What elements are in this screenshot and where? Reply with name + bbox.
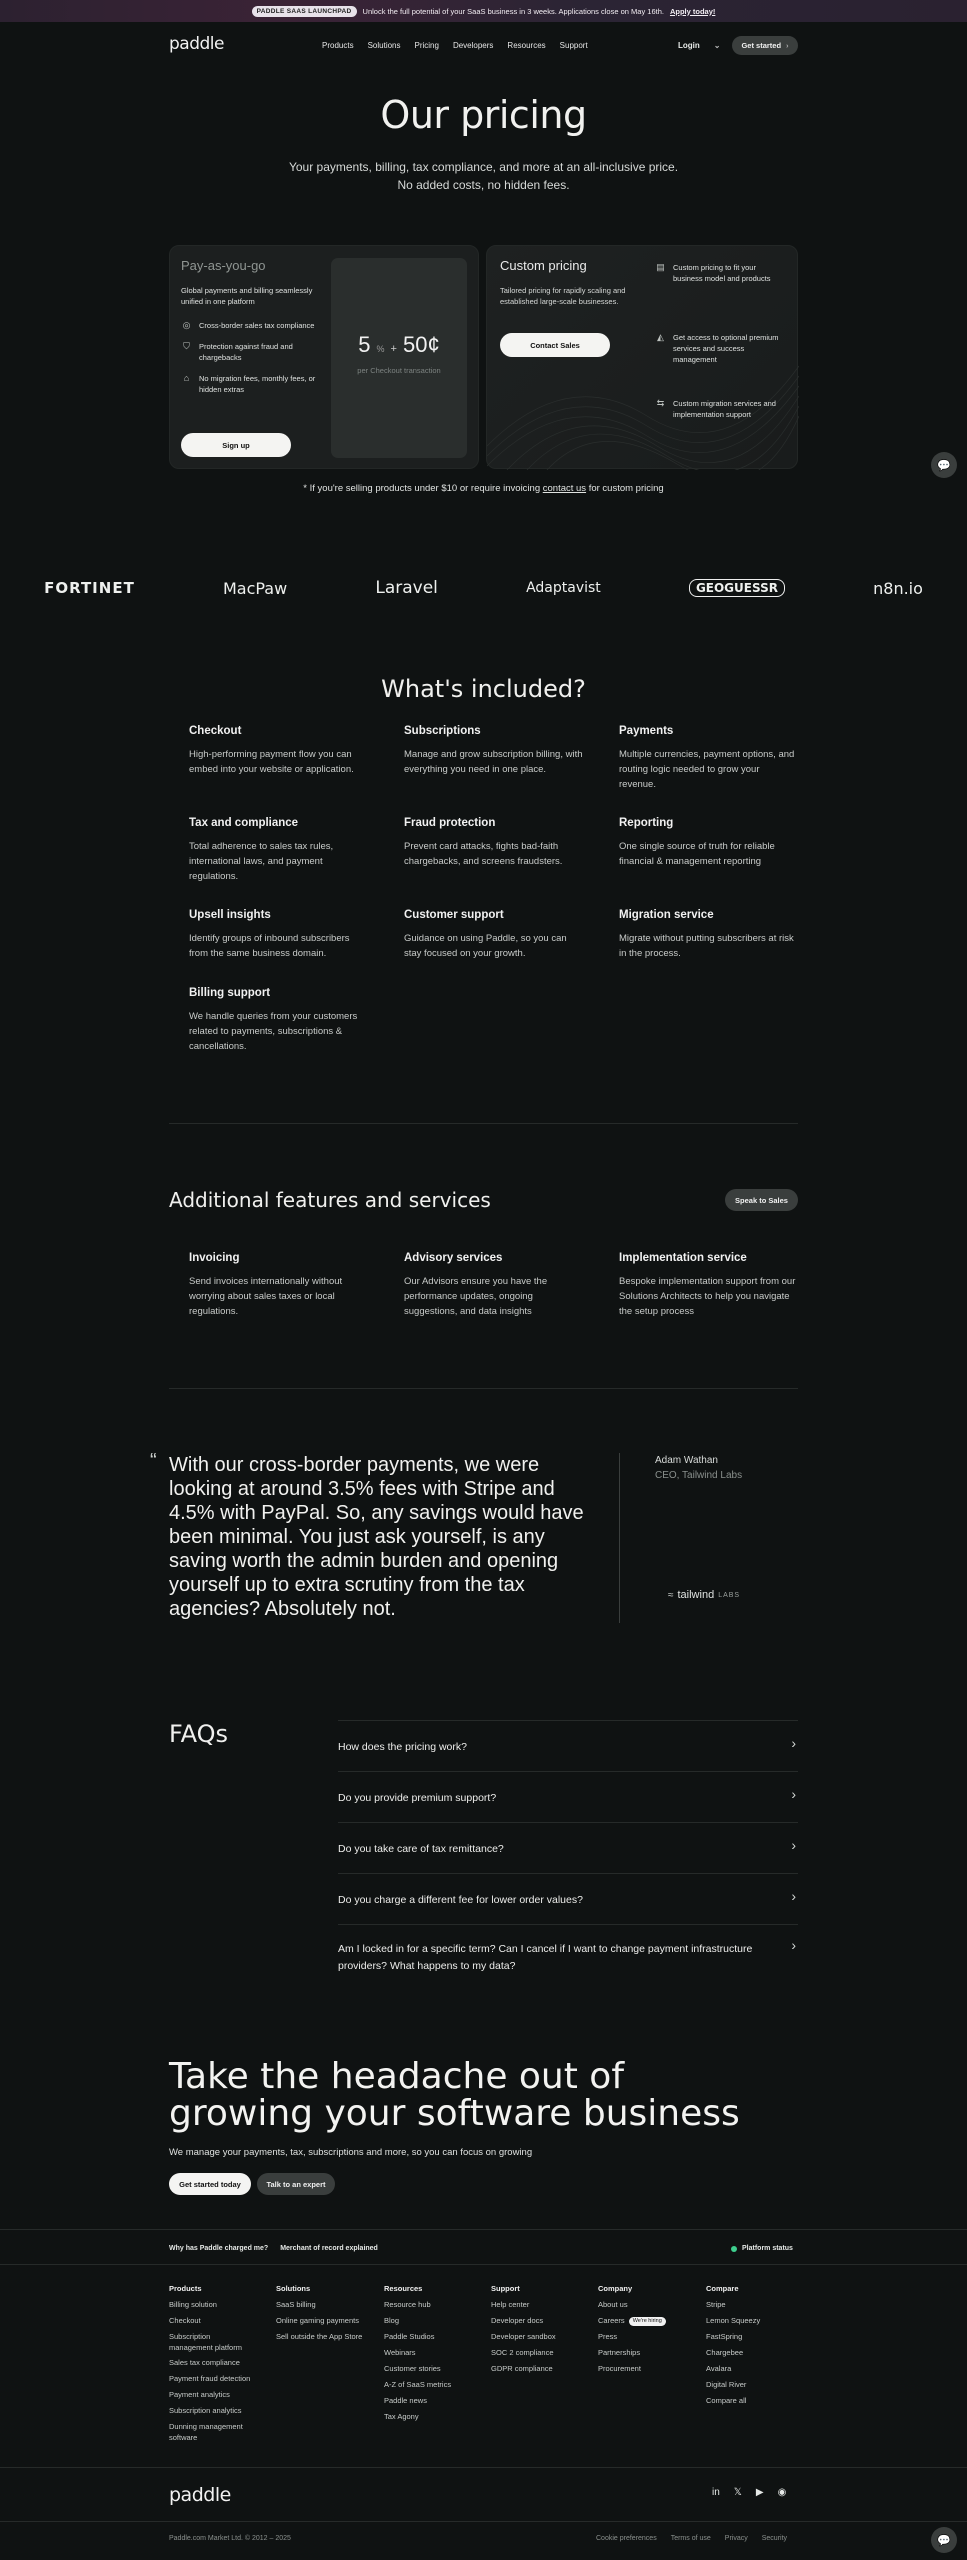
status-dot-icon [731, 2246, 737, 2252]
footer-link[interactable]: Resource hub [384, 2300, 431, 2309]
included-item: Fraud protection Prevent card attacks, fights bad-faith chargebacks, and screens fraudsters. [404, 817, 563, 867]
included-grid [189, 725, 799, 1065]
merchant-of-record-link[interactable]: Merchant of record explained [280, 2245, 378, 2252]
footer-link[interactable]: Avalara [706, 2364, 732, 2373]
footer-link[interactable]: Billing solution [169, 2300, 217, 2309]
macpaw-logo: MacPaw [222, 578, 288, 598]
chevron-right-icon: › [786, 41, 789, 50]
nav-products[interactable]: Products [322, 41, 354, 50]
tag-icon: ⌂ [183, 373, 190, 383]
footer-link[interactable]: Payment analytics [169, 2390, 230, 2399]
payg-feature: ◎ Cross-border sales tax compliance [182, 320, 315, 330]
footer-top-links [169, 2245, 378, 2252]
linkedin-icon[interactable]: in [712, 2487, 720, 2498]
footer-link[interactable]: Subscription analytics [169, 2406, 242, 2415]
youtube-icon[interactable]: ▶ [755, 2487, 764, 2498]
footer-link[interactable]: Partnerships [598, 2348, 641, 2357]
nav-solutions[interactable]: Solutions [367, 41, 401, 50]
footer-col-support: Support Help center Developer docs Developer sandbox SOC 2 compliance GDPR compliance [491, 2284, 591, 2377]
geoguessr-logo: GEOGUESSR [689, 579, 785, 597]
included-item: Checkout High-performing payment flow you can embed into your website or application. [189, 725, 354, 775]
footer-divider [0, 2229, 967, 2230]
privacy-link[interactable]: Privacy [724, 2535, 748, 2542]
speak-to-sales-button[interactable]: Speak to Sales [725, 1189, 798, 1211]
footer-link[interactable]: Payment fraud detection [169, 2374, 251, 2383]
hero-subtitle-line2: No added costs, no hidden fees. [397, 178, 570, 192]
footer-link[interactable]: Blog [384, 2316, 400, 2325]
nav-pricing[interactable]: Pricing [414, 41, 439, 50]
footer-col-solutions: Solutions SaaS billing Online gaming payments Sell outside the App Store [276, 2284, 376, 2345]
chart-icon: ◭ [657, 332, 664, 342]
shield-icon: ⛉ [183, 341, 190, 351]
included-item: Migration service Migrate without putting subscribers at risk in the process. [619, 909, 794, 959]
get-started-label: Get started [741, 41, 782, 50]
nav-resources[interactable]: Resources [507, 41, 546, 50]
security-link[interactable]: Security [761, 2535, 788, 2542]
migration-icon: ⇆ [656, 398, 665, 408]
footer-link[interactable]: Sales tax compliance [169, 2358, 240, 2367]
contact-sales-button[interactable]: Contact Sales [500, 333, 610, 357]
payg-desc: Global payments and billing seamlessly unified in one platform [181, 286, 313, 306]
why-charged-link[interactable]: Why has Paddle charged me? [169, 2245, 269, 2252]
custom-title: Custom pricing [500, 258, 587, 273]
footer-link[interactable]: Paddle news [384, 2396, 427, 2405]
n8n-logo: n8n.io [873, 578, 923, 598]
adaptavist-logo: Adaptavist [526, 580, 601, 596]
tailwind-logo: ≈ tailwind LABS [668, 1589, 741, 1601]
sign-up-button[interactable]: Sign up [181, 433, 291, 457]
price-percent: 5 [358, 332, 371, 357]
hero-subtitle-line1: Your payments, billing, tax compliance, and more at an all-inclusive price. [288, 160, 679, 174]
footer-link[interactable]: Checkout [169, 2316, 201, 2325]
footer-link[interactable]: Developer docs [491, 2316, 544, 2325]
faq-title: FAQs [169, 1720, 228, 1748]
footer-link[interactable]: Dunning management software [169, 2422, 243, 2442]
quote-mark: “ [150, 1450, 157, 1472]
terms-link[interactable]: Terms of use [670, 2535, 711, 2542]
price-display [331, 332, 467, 358]
testimonial-name: Adam Wathan [655, 1455, 718, 1466]
login-area [678, 41, 720, 50]
nav-developers[interactable]: Developers [452, 41, 494, 50]
footer-link[interactable]: Sell outside the App Store [276, 2332, 363, 2341]
included-item: Upsell insights Identify groups of inbound subscribers from the same business domain. [189, 909, 350, 959]
hiring-badge: We're hiring [629, 2317, 666, 2326]
platform-status[interactable]: Platform status [731, 2245, 793, 2252]
contact-us-link[interactable]: contact us [542, 483, 587, 494]
tailwind-wave-icon: ≈ [668, 1589, 674, 1601]
footer-link[interactable]: Lemon Squeezy [706, 2316, 761, 2325]
footer-divider [0, 2264, 967, 2265]
quote-divider [619, 1453, 620, 1623]
get-started-button[interactable] [732, 36, 798, 55]
hero-subtitle [0, 158, 967, 194]
included-item: Billing support We handle queries from your customers related to payments, subscriptions & cancellations. [189, 987, 358, 1052]
percent-symbol: % [376, 344, 385, 354]
cookie-preferences-link[interactable]: Cookie preferences [596, 2535, 657, 2542]
included-title: What's included? [381, 675, 586, 703]
additional-item: Advisory services Our Advisors ensure you have the performance updates, ongoing suggestions, and data insights [404, 1252, 548, 1317]
faq-item[interactable]: Do you charge a different fee for lower order values? › [338, 1873, 798, 1924]
talk-to-expert-button[interactable]: Talk to an expert [257, 2173, 335, 2195]
custom-feature: ◭ Get access to optional premium services and success management [655, 332, 785, 365]
nav-support[interactable]: Support [559, 41, 588, 50]
footer-link[interactable]: Webinars [384, 2348, 416, 2357]
footer-link[interactable]: Tax Agony [384, 2412, 419, 2421]
payg-title: Pay-as-you-go [181, 258, 266, 273]
footer-link[interactable]: GDPR compliance [491, 2364, 553, 2373]
footer-col-products: Products Billing solution Checkout Subscription management platform Sales tax compliance Payment fraud detection Payment analytics Subscription analytics Dunning management software [169, 2284, 309, 2445]
footer-link[interactable]: Stripe [706, 2300, 726, 2309]
additional-title: Additional features and services [169, 1188, 491, 1212]
footer-link[interactable]: Press [598, 2332, 618, 2341]
page-title: Our pricing [380, 93, 587, 137]
chevron-right-icon: › [791, 1786, 796, 1802]
footer-link[interactable]: Digital River [706, 2380, 747, 2389]
chat-icon[interactable]: 💬 [931, 2527, 957, 2553]
faq-item[interactable]: Do you provide premium support? › [338, 1771, 798, 1822]
footer-link[interactable]: Subscription management platform [169, 2332, 242, 2352]
footer-link[interactable]: About us [598, 2300, 628, 2309]
payg-feature: ⌂ No migration fees, monthly fees, or hidden extras [181, 373, 326, 395]
payg-feature: ⛉ Protection against fraud and chargebacks [181, 341, 326, 363]
testimonial-quote: With our cross-border payments, we were looking at around 3.5% fees with Stripe and 4.5% with PayPal. So, any savings would have been minimal. You just ask yourself, is any saving worth the admin burden and opening yourself up to extra scrutiny from the tax agencies? Absolutely not. [169, 1454, 584, 1620]
main-nav [322, 41, 588, 50]
included-item: Customer support Guidance on using Paddle, so you can stay focused on your growth. [404, 909, 567, 959]
banner-tag: PADDLE SAAS LAUNCHPAD [252, 6, 357, 17]
banner-text: Unlock the full potential of your SaaS business in 3 weeks. Applications close on May 16th. [362, 6, 664, 16]
custom-feature: ⇆ Custom migration services and implementation support [656, 398, 776, 419]
included-item: Subscriptions Manage and grow subscription billing, with everything you need in one place. [404, 725, 583, 775]
included-item: Reporting One single source of truth for reliable financial & management reporting [619, 817, 775, 867]
fortinet-logo: FORTINET [44, 579, 135, 597]
footer-link[interactable]: SaaS billing [276, 2300, 316, 2309]
faq-item[interactable]: How does the pricing work? › [338, 1720, 798, 1771]
divider [169, 1388, 798, 1389]
github-icon[interactable]: ◉ [777, 2487, 787, 2498]
chevron-right-icon: › [791, 1888, 796, 1904]
footer-link[interactable]: Customer stories [384, 2364, 441, 2373]
login-link[interactable]: Login [678, 41, 700, 50]
price-box [331, 258, 467, 458]
divider [169, 1123, 798, 1124]
banner-apply-link[interactable]: Apply today! [669, 6, 716, 16]
price-fixed: 50¢ [402, 332, 440, 357]
custom-desc: Tailored pricing for rapidly scaling and established large-scale businesses. [500, 286, 626, 306]
footer-divider [0, 2467, 967, 2468]
footer-col-resources: Resources Resource hub Blog Paddle Studios Webinars Customer stories A-Z of SaaS metrics Paddle news Tax Agony [384, 2284, 484, 2425]
customer-logos [0, 578, 967, 598]
document-icon: ▤ [656, 262, 665, 272]
testimonial-role: CEO, Tailwind Labs [655, 1470, 743, 1481]
footer-link[interactable]: Developer sandbox [491, 2332, 556, 2341]
footer-link[interactable]: FastSpring [706, 2332, 743, 2341]
chevron-right-icon: › [791, 1735, 796, 1751]
faq-item[interactable]: Am I locked in for a specific term? Can I cancel if I want to change payment infrastructure providers? What happens to my data? › [338, 1924, 798, 1994]
footer-link[interactable]: Paddle Studios [384, 2332, 435, 2341]
faq-item[interactable]: Do you take care of tax remittance? › [338, 1822, 798, 1873]
included-item: Payments Multiple currencies, payment options, and routing logic needed to grow your revenue. [619, 725, 795, 790]
announcement-banner [0, 0, 967, 22]
footer-link[interactable]: SOC 2 compliance [491, 2348, 554, 2357]
footer-divider [0, 2521, 967, 2522]
footer-link[interactable]: Online gaming payments [276, 2316, 359, 2325]
chevron-right-icon: › [791, 1937, 796, 1953]
footer-link[interactable]: Compare all [706, 2396, 747, 2405]
payg-features [181, 320, 326, 395]
x-icon[interactable]: 𝕏 [733, 2487, 742, 2498]
additional-grid [189, 1252, 799, 1352]
cta-title: Take the headache out of growing your software business [169, 2056, 740, 2134]
copyright: Paddle.com Market Ltd. © 2012 – 2025 [169, 2535, 291, 2542]
chevron-right-icon: › [791, 1837, 796, 1853]
footer-link[interactable]: Help center [491, 2300, 530, 2309]
price-caption: per Checkout transaction [357, 366, 441, 375]
additional-item: Invoicing Send invoices internationally without worrying about sales taxes or local regulations. [189, 1252, 343, 1317]
footer-link[interactable]: Careers We're hiring [598, 2313, 698, 2329]
footer-col-compare: Compare Stripe Lemon Squeezy FastSpring Chargebee Avalara Digital River Compare all [706, 2284, 796, 2409]
additional-item: Implementation service Bespoke implementation support from our Solutions Architects to help you navigate the setup process [619, 1252, 796, 1317]
globe-icon: ◎ [182, 320, 191, 330]
laravel-logo: Laravel [375, 578, 438, 598]
included-item: Tax and compliance Total adherence to sales tax rules, international laws, and payment regulations. [189, 817, 334, 882]
legal-links [596, 2535, 787, 2542]
paddle-logo[interactable]: paddle [169, 34, 224, 54]
get-started-today-button[interactable]: Get started today [169, 2173, 251, 2195]
social-links [712, 2487, 786, 2498]
footer-link[interactable]: Chargebee [706, 2348, 744, 2357]
pricing-note: * If you're selling products under $10 or require invoicing contact us for custom pricing [303, 483, 664, 494]
cta-subtitle: We manage your payments, tax, subscriptions and more, so you can focus on growing [169, 2147, 533, 2158]
chevron-down-icon[interactable]: ⌄ [713, 41, 721, 50]
chat-icon[interactable]: 💬 [931, 452, 957, 478]
custom-feature: ▤ Custom pricing to fit your business model and products [656, 262, 771, 283]
plus-symbol: + [390, 343, 397, 355]
footer-link[interactable]: A-Z of SaaS metrics [384, 2380, 452, 2389]
footer-col-company: Company About us Careers We're hiring Press Partnerships Procurement [598, 2284, 698, 2377]
footer-paddle-logo[interactable]: paddle [169, 2484, 231, 2506]
footer-link[interactable]: Procurement [598, 2364, 641, 2373]
